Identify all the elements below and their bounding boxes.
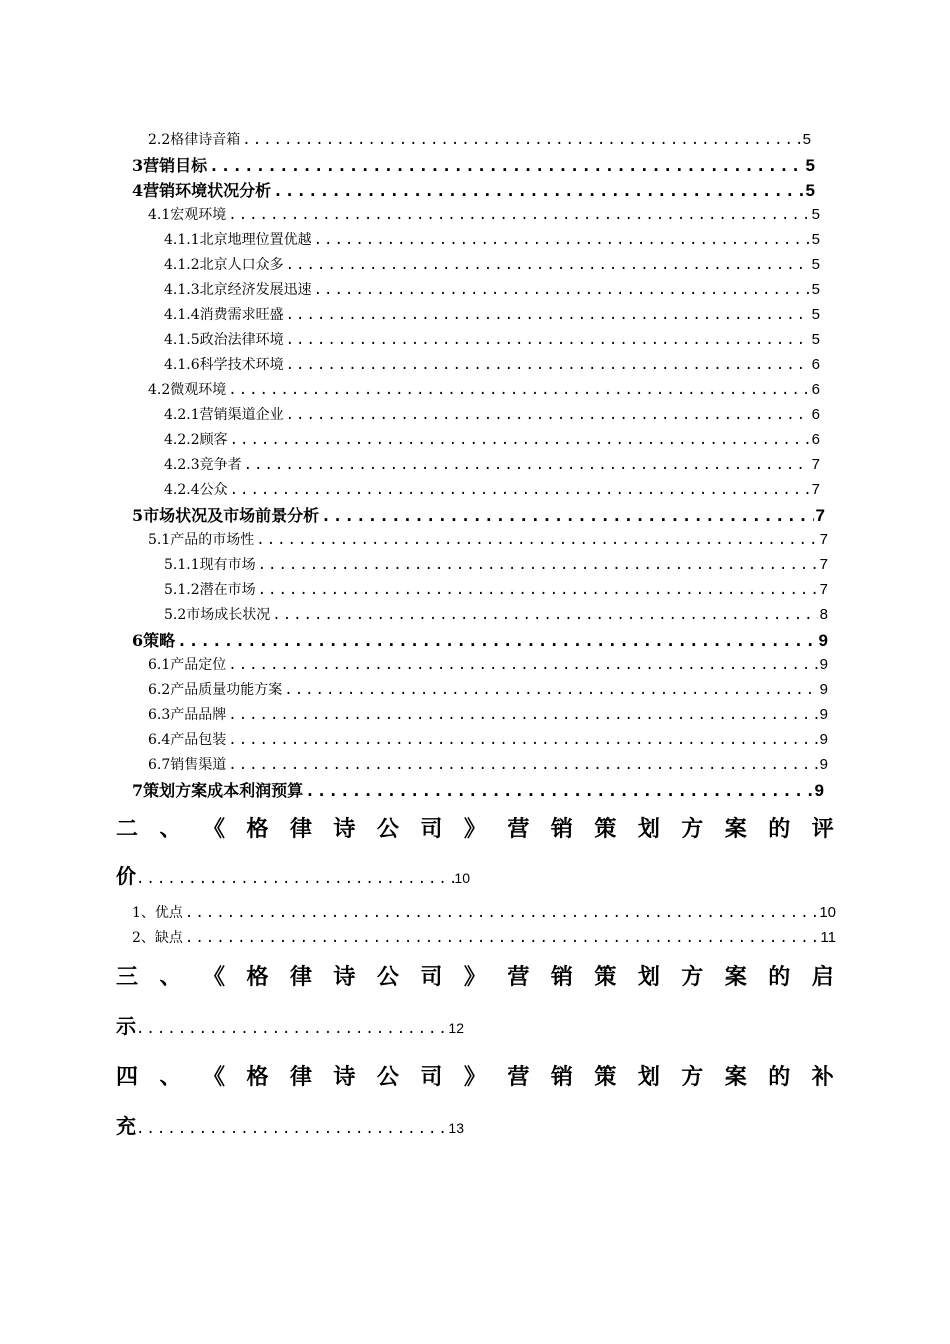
toc-entry-title: 6.2产品质量功能方案 bbox=[148, 682, 283, 698]
toc-entry-title: 5.1.2潜在市场 bbox=[164, 582, 256, 598]
toc-leader-dots bbox=[228, 757, 817, 773]
toc-entry-page: 11 bbox=[820, 929, 836, 946]
toc-entry-page: 6 bbox=[811, 406, 820, 423]
toc-entry-page: 9 bbox=[819, 756, 828, 773]
toc-entry[interactable] bbox=[148, 379, 820, 399]
toc-leader-dots bbox=[286, 257, 810, 273]
toc-leader-dots bbox=[136, 1121, 448, 1137]
toc-entry[interactable] bbox=[132, 503, 825, 526]
heading-char: 销 bbox=[550, 964, 573, 990]
toc-leader-dots bbox=[314, 282, 810, 298]
toc-entry[interactable] bbox=[132, 628, 828, 651]
toc-entry-title: 4.1.3北京经济发展迅速 bbox=[164, 282, 312, 298]
toc-entry-page: 7 bbox=[819, 581, 828, 598]
toc-leader-dots bbox=[286, 332, 810, 348]
toc-entry-page: 9 bbox=[819, 656, 828, 673]
toc-entry-page: 6 bbox=[811, 381, 820, 398]
toc-entry-page: 9 bbox=[819, 731, 828, 748]
heading-char: 案 bbox=[724, 816, 747, 842]
heading-char: 格 bbox=[246, 816, 269, 842]
toc-entry[interactable] bbox=[132, 153, 815, 176]
toc-entry-page: 8 bbox=[819, 606, 828, 623]
toc-entry-page: 7 bbox=[819, 531, 828, 548]
toc-leader-dots bbox=[258, 557, 818, 573]
heading-char: 划 bbox=[637, 816, 660, 842]
section-heading-continuation[interactable] bbox=[116, 1010, 464, 1039]
heading-char: 司 bbox=[420, 964, 443, 990]
toc-entry-title: 4.2.4公众 bbox=[164, 482, 228, 498]
toc-entry-page: 5 bbox=[811, 231, 820, 248]
toc-entry-page: 5 bbox=[811, 256, 820, 273]
toc-entry-page: 5 bbox=[811, 331, 820, 348]
heading-char: 营 bbox=[507, 816, 530, 842]
heading-char: 公 bbox=[376, 964, 399, 990]
heading-char: 格 bbox=[246, 964, 269, 990]
toc-leader-dots bbox=[314, 232, 810, 248]
heading-char: 策 bbox=[594, 816, 617, 842]
heading-char: 三 bbox=[116, 964, 139, 990]
toc-entry[interactable] bbox=[148, 729, 828, 749]
toc-entry-page: 7 bbox=[819, 556, 828, 573]
toc-entry[interactable] bbox=[164, 454, 820, 474]
heading-char: 补 bbox=[811, 1064, 834, 1090]
toc-leader-dots bbox=[228, 207, 809, 223]
heading-char: 、 bbox=[159, 816, 182, 842]
heading-char: 划 bbox=[637, 1064, 660, 1090]
heading-char: 司 bbox=[420, 1064, 443, 1090]
heading-char: 营 bbox=[507, 1064, 530, 1090]
heading-char: 律 bbox=[289, 816, 312, 842]
toc-entry-title: 4.2微观环境 bbox=[148, 382, 227, 398]
toc-entry-title: 1、优点 bbox=[132, 905, 183, 921]
toc-leader-dots bbox=[244, 457, 810, 473]
toc-entry[interactable] bbox=[164, 429, 820, 449]
section-heading-continuation[interactable] bbox=[116, 1110, 464, 1139]
toc-entry-title: 6.3产品品牌 bbox=[148, 707, 227, 723]
heading-cont-char: 充 bbox=[116, 1114, 136, 1138]
toc-entry-title: 4.2.1营销渠道企业 bbox=[164, 407, 284, 423]
heading-char: 方 bbox=[681, 964, 704, 990]
heading-char: 《 bbox=[202, 964, 225, 990]
toc-entry-page: 10 bbox=[819, 904, 836, 921]
toc-leader-dots bbox=[258, 582, 818, 598]
toc-entry-title: 5市场状况及市场前景分析 bbox=[132, 506, 320, 525]
toc-leader-dots bbox=[286, 407, 810, 423]
toc-entry-title: 4.1宏观环境 bbox=[148, 207, 227, 223]
toc-entry[interactable] bbox=[148, 654, 828, 674]
heading-char: 销 bbox=[550, 1064, 573, 1090]
toc-entry[interactable] bbox=[164, 354, 820, 374]
heading-char: 案 bbox=[724, 1064, 747, 1090]
section-heading-continuation[interactable] bbox=[116, 860, 470, 889]
heading-char: 方 bbox=[681, 1064, 704, 1090]
toc-leader-dots bbox=[230, 432, 810, 448]
toc-leader-dots bbox=[185, 905, 817, 921]
toc-entry-title: 2、缺点 bbox=[132, 930, 183, 946]
toc-entry-page: 5 bbox=[805, 156, 815, 175]
toc-leader-dots bbox=[185, 930, 819, 946]
toc-leader-dots bbox=[321, 506, 813, 525]
toc-entry-title: 4营销环境状况分析 bbox=[132, 181, 272, 200]
heading-char: 律 bbox=[289, 1064, 312, 1090]
toc-entry[interactable] bbox=[164, 579, 828, 599]
toc-entry-page: 12 bbox=[448, 1020, 464, 1036]
heading-char: 案 bbox=[724, 964, 747, 990]
toc-entry-page: 9 bbox=[819, 706, 828, 723]
toc-entry-title: 5.1产品的市场性 bbox=[148, 532, 255, 548]
toc-entry-title: 3营销目标 bbox=[132, 156, 208, 175]
heading-char: 公 bbox=[376, 816, 399, 842]
toc-leader-dots bbox=[136, 871, 454, 887]
heading-char: 策 bbox=[594, 1064, 617, 1090]
heading-char: 》 bbox=[463, 816, 486, 842]
heading-char: 、 bbox=[159, 1064, 182, 1090]
toc-entry-title: 6.4产品包装 bbox=[148, 732, 227, 748]
toc-entry[interactable] bbox=[164, 404, 820, 424]
toc-entry[interactable] bbox=[164, 304, 820, 324]
toc-entry[interactable] bbox=[148, 529, 828, 549]
toc-entry[interactable] bbox=[164, 254, 820, 274]
toc-entry-page: 13 bbox=[448, 1120, 464, 1136]
toc-leader-dots bbox=[284, 682, 817, 698]
section-heading[interactable] bbox=[116, 1060, 834, 1091]
heading-char: 》 bbox=[463, 964, 486, 990]
heading-char: 公 bbox=[376, 1064, 399, 1090]
heading-char: 销 bbox=[550, 816, 573, 842]
toc-entry[interactable] bbox=[164, 604, 828, 624]
toc-leader-dots bbox=[272, 607, 817, 623]
toc-entry-page: 5 bbox=[811, 306, 820, 323]
heading-char: 营 bbox=[507, 964, 530, 990]
toc-entry[interactable] bbox=[164, 229, 820, 249]
heading-char: 四 bbox=[116, 1064, 139, 1090]
heading-char: 司 bbox=[420, 816, 443, 842]
toc-leader-dots bbox=[273, 181, 803, 200]
toc-entry-page: 9 bbox=[814, 781, 824, 800]
toc-entry-title: 4.1.6科学技术环境 bbox=[164, 357, 284, 373]
toc-leader-dots bbox=[305, 781, 812, 800]
section-heading[interactable] bbox=[116, 812, 834, 843]
toc-entry-title: 6策略 bbox=[132, 631, 176, 650]
heading-char: 划 bbox=[637, 964, 660, 990]
heading-char: 诗 bbox=[333, 964, 356, 990]
toc-leader-dots bbox=[242, 132, 800, 148]
toc-entry[interactable] bbox=[164, 329, 820, 349]
toc-entry-title: 4.1.2北京人口众多 bbox=[164, 257, 284, 273]
toc-entry-page: 7 bbox=[811, 456, 820, 473]
toc-entry[interactable] bbox=[164, 479, 820, 499]
heading-char: 策 bbox=[594, 964, 617, 990]
heading-char: 的 bbox=[768, 964, 791, 990]
heading-char: 律 bbox=[289, 964, 312, 990]
toc-leader-dots bbox=[228, 707, 817, 723]
toc-leader-dots bbox=[286, 307, 810, 323]
toc-entry-title: 2.2格律诗音箱 bbox=[148, 132, 241, 148]
toc-leader-dots bbox=[136, 1021, 448, 1037]
toc-entry[interactable] bbox=[132, 927, 836, 947]
toc-entry[interactable] bbox=[148, 129, 811, 149]
toc-entry[interactable] bbox=[164, 279, 820, 299]
heading-char: 《 bbox=[202, 1064, 225, 1090]
heading-char: 二 bbox=[116, 816, 139, 842]
toc-entry[interactable] bbox=[164, 554, 828, 574]
toc-leader-dots bbox=[209, 156, 803, 175]
toc-entry[interactable] bbox=[148, 754, 828, 774]
toc-entry[interactable] bbox=[148, 204, 820, 224]
toc-entry-page: 5 bbox=[805, 181, 815, 200]
toc-entry-title: 4.2.2顾客 bbox=[164, 432, 228, 448]
toc-leader-dots bbox=[177, 631, 816, 650]
toc-entry-title: 6.7销售渠道 bbox=[148, 757, 227, 773]
heading-cont-char: 示 bbox=[116, 1014, 136, 1038]
toc-entry[interactable] bbox=[132, 778, 824, 801]
toc-entry[interactable] bbox=[132, 902, 836, 922]
toc-entry-title: 5.2市场成长状况 bbox=[164, 607, 271, 623]
toc-entry-page: 6 bbox=[811, 356, 820, 373]
toc-leader-dots bbox=[256, 532, 817, 548]
toc-entry-title: 6.1产品定位 bbox=[148, 657, 227, 673]
toc-entry[interactable] bbox=[132, 178, 815, 201]
heading-char: 》 bbox=[463, 1064, 486, 1090]
toc-leader-dots bbox=[228, 732, 817, 748]
toc-entry-page: 9 bbox=[818, 631, 828, 650]
heading-char: 启 bbox=[811, 964, 834, 990]
toc-leader-dots bbox=[230, 482, 810, 498]
toc-entry[interactable] bbox=[148, 704, 828, 724]
heading-char: 方 bbox=[681, 816, 704, 842]
toc-entry-page: 5 bbox=[811, 281, 820, 298]
heading-char: 的 bbox=[768, 1064, 791, 1090]
toc-leader-dots bbox=[286, 357, 810, 373]
toc-entry[interactable] bbox=[148, 679, 828, 699]
toc-entry-page: 6 bbox=[811, 431, 820, 448]
toc-entry-page: 10 bbox=[454, 870, 470, 886]
toc-entry-title: 4.1.1北京地理位置优越 bbox=[164, 232, 312, 248]
toc-entry-page: 5 bbox=[811, 206, 820, 223]
toc-entry-title: 5.1.1现有市场 bbox=[164, 557, 256, 573]
heading-char: 诗 bbox=[333, 1064, 356, 1090]
toc-leader-dots bbox=[228, 382, 809, 398]
toc-entry-title: 4.2.3竞争者 bbox=[164, 457, 242, 473]
toc-entry-page: 7 bbox=[815, 506, 825, 525]
section-heading[interactable] bbox=[116, 960, 834, 991]
toc-entry-page: 9 bbox=[819, 681, 828, 698]
heading-char: 格 bbox=[246, 1064, 269, 1090]
toc-entry-title: 7策划方案成本利润预算 bbox=[132, 781, 304, 800]
heading-char: 《 bbox=[202, 816, 225, 842]
toc-entry-page: 5 bbox=[802, 131, 811, 148]
heading-char: 的 bbox=[768, 816, 791, 842]
heading-char: 诗 bbox=[333, 816, 356, 842]
toc-entry-page: 7 bbox=[811, 481, 820, 498]
toc-entry-title: 4.1.5政治法律环境 bbox=[164, 332, 284, 348]
heading-char: 、 bbox=[159, 964, 182, 990]
heading-cont-char: 价 bbox=[116, 864, 136, 888]
toc-entry-title: 4.1.4消费需求旺盛 bbox=[164, 307, 284, 323]
toc-leader-dots bbox=[228, 657, 817, 673]
heading-char: 评 bbox=[811, 816, 834, 842]
